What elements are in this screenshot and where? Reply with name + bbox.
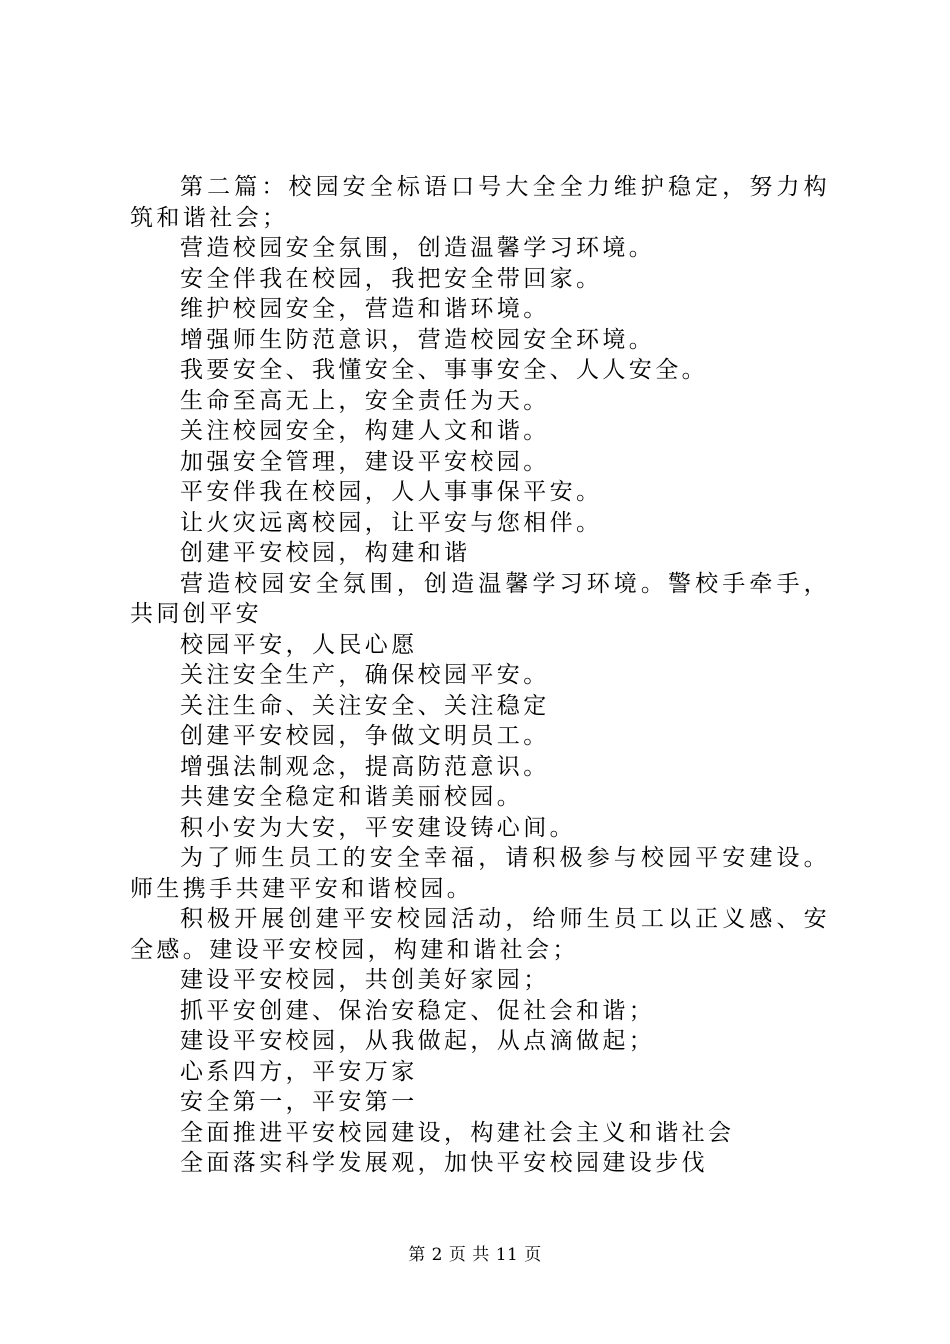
paragraph: 营造校园安全氛围，创造温馨学习环境。 [180,235,656,261]
paragraph: 积小安为大安，平安建设铸心间。 [180,814,576,841]
paragraph: 增强师生防范意识，营造校园安全环境。 [180,326,656,353]
paragraph: 第二篇：校园安全标语口号大全全力维护稳定，努力构筑和谐社会； [130,174,830,231]
paragraph: 关注安全生产，确保校园平安。 [180,662,550,688]
paragraph: 全面推进平安校园建设，构建社会主义和谐社会 [180,1119,735,1146]
paragraph: 增强法制观念，提高防范意识。 [180,753,550,780]
paragraph: 建设平安校园，从我做起，从点滴做起； [180,1028,656,1054]
paragraph: 创建平安校园，构建和谐 [180,540,471,566]
paragraph: 为了师生员工的安全幸福，请积极参与校园平安建设。师生携手共建平安和谐校园。 [130,845,830,902]
paragraph: 全面落实科学发展观，加快平安校园建设步伐 [180,1150,708,1176]
paragraph: 让火灾远离校园，让平安与您相伴。 [180,509,603,536]
paragraph: 积极开展创建平安校园活动，给师生员工以正义感、安全感。建设平安校园，构建和谐社会； [130,906,830,963]
page-number-footer: 第 2 页 共 11 页 [408,1245,542,1265]
paragraph: 关注校园安全，构建人文和谐。 [180,418,550,444]
paragraph: 心系四方，平安万家 [180,1058,418,1085]
paragraph: 关注生命、关注安全、关注稳定 [180,692,550,719]
paragraph: 营造校园安全氛围，创造温馨学习环境。警校手牵手，共同创平安 [130,570,830,627]
paragraph: 建设平安校园，共创美好家园； [180,967,550,993]
paragraph: 共建安全稳定和谐美丽校园。 [180,784,524,810]
paragraph: 安全第一，平安第一 [180,1089,418,1115]
paragraph: 抓平安创建、保治安稳定、促社会和谐； [180,997,656,1024]
paragraph: 安全伴我在校园，我把安全带回家。 [180,265,603,292]
paragraph: 我要安全、我懂安全、事事安全、人人安全。 [180,357,708,383]
paragraph: 创建平安校园，争做文明员工。 [180,723,550,749]
document-body [130,172,830,1179]
paragraph: 维护校园安全，营造和谐环境。 [180,296,550,322]
paragraph: 加强安全管理，建设平安校园。 [180,448,550,475]
paragraph: 平安伴我在校园，人人事事保平安。 [180,479,603,505]
paragraph: 生命至高无上，安全责任为天。 [180,387,550,414]
paragraph: 校园平安，人民心愿 [180,631,418,658]
